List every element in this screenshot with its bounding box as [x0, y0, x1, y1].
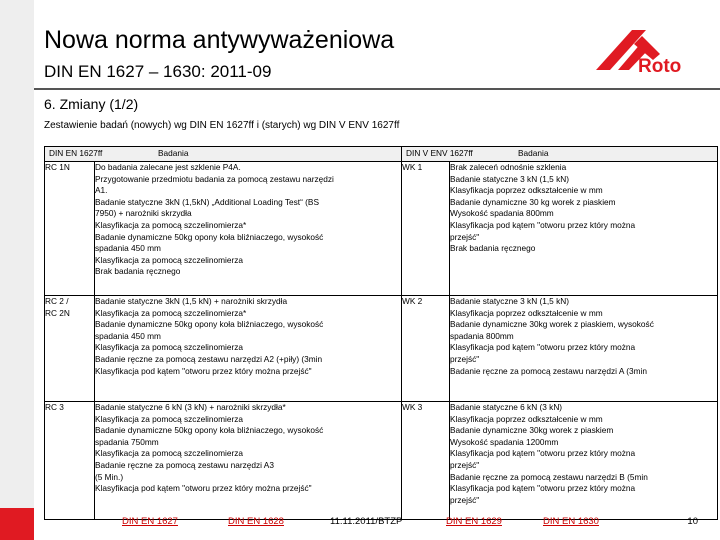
- header-divider: [34, 88, 720, 90]
- header-old-standard: [402, 147, 718, 162]
- test-line: Badanie dynamiczne 30 kg worek z piaskiem: [450, 196, 616, 207]
- test-line: Badanie dynamiczne 50kg opony koła bliźniaczego, wysokość: [95, 425, 324, 436]
- test-line: przejść": [450, 231, 480, 242]
- old-class-label: WK 1: [402, 162, 423, 172]
- test-line: Klasyfikacja za pomocą szczelinomierza: [95, 413, 244, 424]
- test-line: Klasyfikacja pod kątem "otworu przez który można przejść": [95, 365, 312, 376]
- roto-logo: [596, 30, 690, 76]
- old-class-cell: [402, 162, 450, 296]
- table-header-row: [45, 147, 718, 162]
- test-line: Przygotowanie przedmiotu badania za pomocą zestawu narzędzi: [95, 173, 334, 184]
- page-subtitle: DIN EN 1627 – 1630: 2011-09: [44, 62, 272, 81]
- comparison-table: [44, 146, 718, 520]
- old-class-cell: [402, 296, 450, 402]
- page-number: 10: [687, 516, 698, 527]
- header-old-tests-label: Badania: [518, 148, 549, 158]
- test-line: Badanie statyczne 3 kN (1,5 kN): [450, 173, 569, 184]
- test-line: Badanie dynamiczne 30kg worek z piaskiem: [450, 425, 614, 436]
- old-class-label: WK 3: [402, 402, 423, 412]
- new-class-cell: [45, 402, 95, 520]
- test-line: spadania 800mm: [450, 330, 514, 341]
- header-new-standard: [45, 147, 402, 162]
- test-line: Klasyfikacja pod kątem "otworu przez który można: [450, 483, 636, 494]
- test-line: Klasyfikacja pod kątem "otworu przez który można: [450, 342, 636, 353]
- footer-date: 11.11.2011/BTZP: [330, 516, 403, 527]
- header-new-standard-label: DIN EN 1627ff: [49, 148, 103, 158]
- test-line: (5 Min.): [95, 471, 124, 482]
- test-line: Badanie ręczne za pomocą zestawu narzędzi A3: [95, 459, 274, 470]
- test-line: Brak badania ręcznego: [95, 266, 181, 277]
- section-intro: Zestawienie badań (nowych) wg DIN EN 1627ff i (starych) wg DIN V ENV 1627ff: [44, 120, 400, 131]
- section-heading: 6. Zmiany (1/2): [44, 96, 139, 112]
- table-row: [45, 162, 718, 296]
- test-line: przejść": [450, 494, 480, 505]
- test-line: Badanie statyczne 3kN (1,5kN) „Additional Loading Test“ (BS: [95, 196, 319, 207]
- new-tests-cell: [95, 296, 402, 402]
- test-line: przejść": [450, 353, 480, 364]
- test-line: Klasyfikacja za pomocą szczelinomierza: [95, 342, 244, 353]
- test-line: Badanie statyczne 6 kN (3 kN): [450, 402, 563, 412]
- test-line: Brak zaleceń odnośnie szklenia: [450, 162, 567, 172]
- logo-wordmark: Roto: [638, 56, 682, 76]
- test-line: Klasyfikacja za pomocą szczelinomierza: [95, 254, 244, 265]
- table-row: [45, 402, 718, 520]
- test-line: Badanie statyczne 6 kN (3 kN) + narożniki skrzydła*: [95, 402, 286, 412]
- test-line: Klasyfikacja poprzez odkształcenie w mm: [450, 185, 603, 196]
- old-tests-cell: [450, 402, 718, 520]
- test-line: Badanie statyczne 3 kN (1,5 kN): [450, 296, 569, 306]
- test-line: przejść": [450, 459, 480, 470]
- table-row: [45, 296, 718, 402]
- footer-nav: [0, 516, 720, 532]
- test-line: Klasyfikacja poprzez odkształcenie w mm: [450, 307, 603, 318]
- test-line: spadania 450 mm: [95, 243, 161, 254]
- old-tests-cell: [450, 296, 718, 402]
- link-din-en-1627[interactable]: DIN EN 1627: [122, 516, 178, 527]
- test-line: 7950) + narożniki skrzydła: [95, 208, 192, 219]
- new-class-cell: [45, 296, 95, 402]
- test-line: Wysokość spadania 1200mm: [450, 436, 559, 447]
- old-class-label: WK 2: [402, 296, 423, 306]
- test-line: Klasyfikacja za pomocą szczelinomierza*: [95, 307, 247, 318]
- test-line: Badanie ręczne za pomocą zestawu narzędzi A (3min: [450, 365, 647, 376]
- new-class-cell: [45, 162, 95, 296]
- new-tests-cell: [95, 402, 402, 520]
- test-line: Badanie dynamiczne 50kg opony koła bliźniaczego, wysokość: [95, 231, 324, 242]
- new-class-label: RC 2N: [45, 307, 70, 318]
- test-line: Badanie dynamiczne 50kg opony koła bliźniaczego, wysokość: [95, 319, 324, 330]
- link-din-en-1630[interactable]: DIN EN 1630: [543, 516, 599, 527]
- test-line: Klasyfikacja pod kątem "otworu przez który można: [450, 448, 636, 459]
- test-line: Do badania zalecane jest szklenie P4A.: [95, 162, 241, 172]
- page-title: Nowa norma antywyważeniowa: [44, 26, 395, 54]
- test-line: Klasyfikacja za pomocą szczelinomierza*: [95, 219, 247, 230]
- test-line: Klasyfikacja pod kątem "otworu przez który można przejść": [95, 483, 312, 494]
- new-class-label: RC 3: [45, 402, 64, 412]
- test-line: Badanie ręczne za pomocą zestawu narzędzi A2 (+piły) (3min: [95, 353, 323, 364]
- test-line: Klasyfikacja pod kątem "otworu przez który można: [450, 219, 636, 230]
- test-line: A1.: [95, 185, 108, 196]
- new-tests-cell: [95, 162, 402, 296]
- link-din-en-1628[interactable]: DIN EN 1628: [228, 516, 284, 527]
- left-accent-strip: [0, 0, 34, 540]
- link-din-en-1629[interactable]: DIN EN 1629: [446, 516, 502, 527]
- test-line: Wysokość spadania 800mm: [450, 208, 554, 219]
- test-line: Badanie ręczne za pomocą zestawu narzędzi B (5min: [450, 471, 648, 482]
- header-new-tests-label: Badania: [158, 148, 189, 158]
- test-line: spadania 450 mm: [95, 330, 161, 341]
- test-line: spadania 750mm: [95, 436, 159, 447]
- old-class-cell: [402, 402, 450, 520]
- test-line: Klasyfikacja poprzez odkształcenie w mm: [450, 413, 603, 424]
- test-line: Brak badania ręcznego: [450, 243, 536, 254]
- test-line: Badanie statyczne 3kN (1,5 kN) + narożniki skrzydła: [95, 296, 288, 306]
- test-line: Klasyfikacja za pomocą szczelinomierza: [95, 448, 244, 459]
- new-class-label: RC 1N: [45, 162, 70, 172]
- test-line: Badanie dynamiczne 30kg worek z piaskiem, wysokość: [450, 319, 654, 330]
- old-tests-cell: [450, 162, 718, 296]
- header-old-standard-label: DIN V ENV 1627ff: [406, 148, 473, 158]
- new-class-label: RC 2 /: [45, 296, 69, 306]
